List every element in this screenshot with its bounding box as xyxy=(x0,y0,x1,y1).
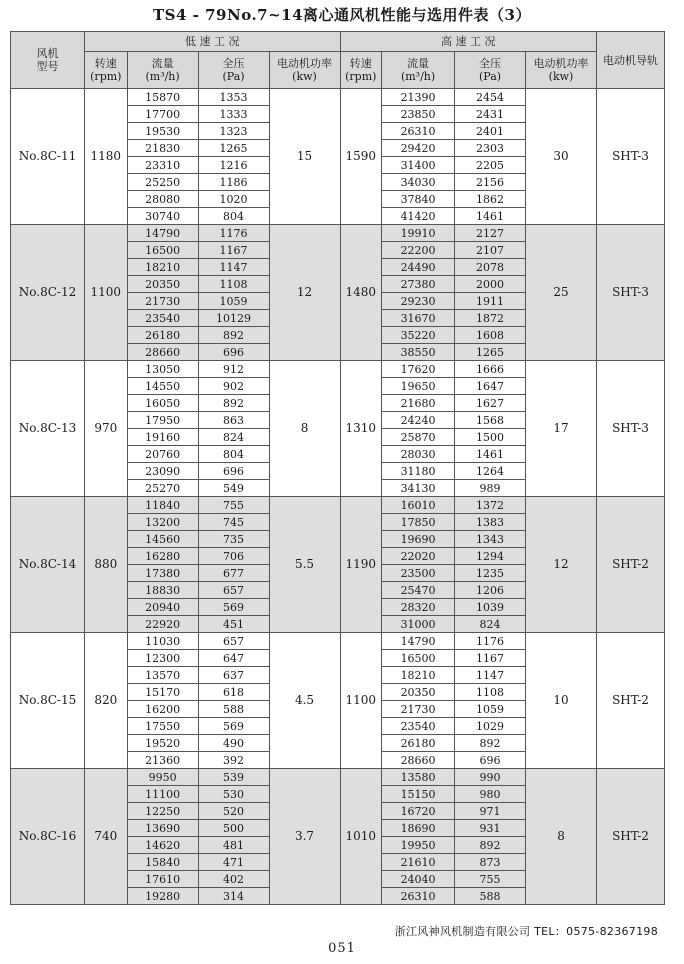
company-footer: 浙江风神风机制造有限公司 TEL：0575-82367198 xyxy=(394,925,658,938)
high-flow-cell: 20350 xyxy=(382,684,455,701)
high-pressure-cell: 2303 xyxy=(455,140,526,157)
low-pressure-cell: 1167 xyxy=(198,242,269,259)
high-flow-cell: 34030 xyxy=(382,174,455,191)
high-pressure-cell: 1862 xyxy=(455,191,526,208)
high-motor-power: 30 xyxy=(526,89,597,225)
low-pressure-cell: 745 xyxy=(198,514,269,531)
low-pressure-cell: 1186 xyxy=(198,174,269,191)
high-pressure-cell: 2127 xyxy=(455,225,526,242)
high-flow-cell: 27380 xyxy=(382,276,455,293)
low-flow-cell: 26180 xyxy=(127,327,198,344)
motor-rail: SHT-2 xyxy=(597,497,665,633)
low-flow-cell: 17700 xyxy=(127,106,198,123)
low-speed-rpm: 1180 xyxy=(85,89,128,225)
low-pressure-cell: 677 xyxy=(198,565,269,582)
high-flow-cell: 26310 xyxy=(382,123,455,140)
low-pressure-cell: 1323 xyxy=(198,123,269,140)
high-pressure-cell: 2156 xyxy=(455,174,526,191)
low-motor-power: 12 xyxy=(269,225,340,361)
fan-model: No.8C-15 xyxy=(11,633,85,769)
high-pressure-cell: 1872 xyxy=(455,310,526,327)
high-pressure-cell: 1608 xyxy=(455,327,526,344)
low-pressure-cell: 490 xyxy=(198,735,269,752)
high-flow-cell: 25870 xyxy=(382,429,455,446)
table-row xyxy=(11,361,665,378)
fan-model: No.8C-16 xyxy=(11,769,85,905)
low-flow-cell: 22920 xyxy=(127,616,198,633)
low-flow-cell: 14620 xyxy=(127,837,198,854)
high-pressure-cell: 2205 xyxy=(455,157,526,174)
low-flow-cell: 23090 xyxy=(127,463,198,480)
high-flow-cell: 41420 xyxy=(382,208,455,225)
low-motor-power: 15 xyxy=(269,89,340,225)
low-flow-cell: 25270 xyxy=(127,480,198,497)
low-flow-cell: 11840 xyxy=(127,497,198,514)
low-pressure-cell: 912 xyxy=(198,361,269,378)
high-pressure-cell: 1108 xyxy=(455,684,526,701)
header-high-speed-group: 高 速 工 况 xyxy=(340,32,597,52)
high-flow-cell: 15150 xyxy=(382,786,455,803)
high-pressure-cell: 1666 xyxy=(455,361,526,378)
high-speed-rpm: 1310 xyxy=(340,361,382,497)
header-low-flow: 流量 (m³/h) xyxy=(127,52,198,89)
high-pressure-cell: 1461 xyxy=(455,208,526,225)
high-speed-rpm: 1480 xyxy=(340,225,382,361)
low-flow-cell: 23540 xyxy=(127,310,198,327)
low-pressure-cell: 1020 xyxy=(198,191,269,208)
high-flow-cell: 28030 xyxy=(382,446,455,463)
low-pressure-cell: 500 xyxy=(198,820,269,837)
low-pressure-cell: 569 xyxy=(198,599,269,616)
low-speed-rpm: 740 xyxy=(85,769,128,905)
low-pressure-cell: 1176 xyxy=(198,225,269,242)
high-pressure-cell: 1176 xyxy=(455,633,526,650)
low-pressure-cell: 657 xyxy=(198,582,269,599)
low-pressure-cell: 392 xyxy=(198,752,269,769)
low-pressure-cell: 1353 xyxy=(198,89,269,106)
high-pressure-cell: 1461 xyxy=(455,446,526,463)
header-model: 风机 型号 xyxy=(11,32,85,89)
low-pressure-cell: 520 xyxy=(198,803,269,820)
low-pressure-cell: 804 xyxy=(198,208,269,225)
high-flow-cell: 21680 xyxy=(382,395,455,412)
high-flow-cell: 13580 xyxy=(382,769,455,786)
low-pressure-cell: 824 xyxy=(198,429,269,446)
header-low-speed-group: 低 速 工 况 xyxy=(85,32,340,52)
low-pressure-cell: 530 xyxy=(198,786,269,803)
page-number: 051 xyxy=(328,941,356,956)
high-flow-cell: 34130 xyxy=(382,480,455,497)
low-pressure-cell: 402 xyxy=(198,871,269,888)
high-pressure-cell: 588 xyxy=(455,888,526,905)
high-flow-cell: 21610 xyxy=(382,854,455,871)
high-flow-cell: 38550 xyxy=(382,344,455,361)
high-pressure-cell: 1911 xyxy=(455,293,526,310)
low-flow-cell: 13200 xyxy=(127,514,198,531)
high-flow-cell: 28660 xyxy=(382,752,455,769)
high-motor-power: 8 xyxy=(526,769,597,905)
low-pressure-cell: 549 xyxy=(198,480,269,497)
high-flow-cell: 29230 xyxy=(382,293,455,310)
low-pressure-cell: 804 xyxy=(198,446,269,463)
high-flow-cell: 19650 xyxy=(382,378,455,395)
high-speed-rpm: 1010 xyxy=(340,769,382,905)
low-flow-cell: 17550 xyxy=(127,718,198,735)
high-pressure-cell: 980 xyxy=(455,786,526,803)
table-row xyxy=(11,497,665,514)
high-flow-cell: 31400 xyxy=(382,157,455,174)
low-flow-cell: 25250 xyxy=(127,174,198,191)
low-pressure-cell: 1265 xyxy=(198,140,269,157)
low-flow-cell: 19530 xyxy=(127,123,198,140)
high-pressure-cell: 2454 xyxy=(455,89,526,106)
low-flow-cell: 11100 xyxy=(127,786,198,803)
high-flow-cell: 31000 xyxy=(382,616,455,633)
motor-rail: SHT-2 xyxy=(597,633,665,769)
high-pressure-cell: 1568 xyxy=(455,412,526,429)
low-flow-cell: 28080 xyxy=(127,191,198,208)
high-pressure-cell: 1029 xyxy=(455,718,526,735)
low-flow-cell: 12300 xyxy=(127,650,198,667)
high-motor-power: 10 xyxy=(526,633,597,769)
low-pressure-cell: 902 xyxy=(198,378,269,395)
low-flow-cell: 12250 xyxy=(127,803,198,820)
header-high-speed: 转速 (rpm) xyxy=(340,52,382,89)
low-pressure-cell: 481 xyxy=(198,837,269,854)
motor-rail: SHT-3 xyxy=(597,225,665,361)
high-flow-cell: 19910 xyxy=(382,225,455,242)
low-pressure-cell: 696 xyxy=(198,463,269,480)
low-flow-cell: 18830 xyxy=(127,582,198,599)
low-flow-cell: 19280 xyxy=(127,888,198,905)
low-motor-power: 8 xyxy=(269,361,340,497)
low-flow-cell: 17610 xyxy=(127,871,198,888)
high-flow-cell: 21390 xyxy=(382,89,455,106)
low-flow-cell: 30740 xyxy=(127,208,198,225)
high-pressure-cell: 931 xyxy=(455,820,526,837)
low-pressure-cell: 863 xyxy=(198,412,269,429)
motor-rail: SHT-2 xyxy=(597,769,665,905)
low-speed-rpm: 1100 xyxy=(85,225,128,361)
high-pressure-cell: 892 xyxy=(455,735,526,752)
low-pressure-cell: 314 xyxy=(198,888,269,905)
fan-model: No.8C-11 xyxy=(11,89,85,225)
high-flow-cell: 35220 xyxy=(382,327,455,344)
low-flow-cell: 23310 xyxy=(127,157,198,174)
high-motor-power: 25 xyxy=(526,225,597,361)
low-pressure-cell: 637 xyxy=(198,667,269,684)
fan-model: No.8C-13 xyxy=(11,361,85,497)
high-pressure-cell: 2401 xyxy=(455,123,526,140)
low-flow-cell: 14790 xyxy=(127,225,198,242)
low-flow-cell: 17950 xyxy=(127,412,198,429)
high-pressure-cell: 989 xyxy=(455,480,526,497)
low-pressure-cell: 892 xyxy=(198,327,269,344)
low-pressure-cell: 1147 xyxy=(198,259,269,276)
table-row xyxy=(11,89,665,106)
high-pressure-cell: 873 xyxy=(455,854,526,871)
low-flow-cell: 14550 xyxy=(127,378,198,395)
low-motor-power: 4.5 xyxy=(269,633,340,769)
low-pressure-cell: 471 xyxy=(198,854,269,871)
high-speed-rpm: 1190 xyxy=(340,497,382,633)
motor-rail: SHT-3 xyxy=(597,89,665,225)
low-flow-cell: 16050 xyxy=(127,395,198,412)
table-body xyxy=(11,89,665,905)
low-pressure-cell: 618 xyxy=(198,684,269,701)
high-pressure-cell: 755 xyxy=(455,871,526,888)
high-pressure-cell: 1372 xyxy=(455,497,526,514)
low-flow-cell: 20940 xyxy=(127,599,198,616)
low-pressure-cell: 451 xyxy=(198,616,269,633)
low-flow-cell: 16200 xyxy=(127,701,198,718)
low-pressure-cell: 1216 xyxy=(198,157,269,174)
low-flow-cell: 21830 xyxy=(127,140,198,157)
low-flow-cell: 20350 xyxy=(127,276,198,293)
page-title: TS4 - 79No.7~14离心通风机性能与选用件表（3） xyxy=(153,6,531,24)
motor-rail: SHT-3 xyxy=(597,361,665,497)
high-flow-cell: 23540 xyxy=(382,718,455,735)
high-flow-cell: 29420 xyxy=(382,140,455,157)
low-flow-cell: 21730 xyxy=(127,293,198,310)
high-pressure-cell: 1147 xyxy=(455,667,526,684)
low-speed-rpm: 970 xyxy=(85,361,128,497)
low-pressure-cell: 647 xyxy=(198,650,269,667)
high-flow-cell: 28320 xyxy=(382,599,455,616)
low-pressure-cell: 657 xyxy=(198,633,269,650)
high-pressure-cell: 1294 xyxy=(455,548,526,565)
high-pressure-cell: 1265 xyxy=(455,344,526,361)
high-flow-cell: 31180 xyxy=(382,463,455,480)
high-flow-cell: 19950 xyxy=(382,837,455,854)
low-motor-power: 5.5 xyxy=(269,497,340,633)
low-flow-cell: 20760 xyxy=(127,446,198,463)
low-flow-cell: 11030 xyxy=(127,633,198,650)
low-flow-cell: 15870 xyxy=(127,89,198,106)
header-low-pressure: 全压 (Pa) xyxy=(198,52,269,89)
low-flow-cell: 16280 xyxy=(127,548,198,565)
low-flow-cell: 15840 xyxy=(127,854,198,871)
low-pressure-cell: 569 xyxy=(198,718,269,735)
high-pressure-cell: 971 xyxy=(455,803,526,820)
high-pressure-cell: 696 xyxy=(455,752,526,769)
high-pressure-cell: 1167 xyxy=(455,650,526,667)
low-pressure-cell: 1333 xyxy=(198,106,269,123)
high-pressure-cell: 1500 xyxy=(455,429,526,446)
low-flow-cell: 17380 xyxy=(127,565,198,582)
low-motor-power: 3.7 xyxy=(269,769,340,905)
high-pressure-cell: 1264 xyxy=(455,463,526,480)
high-flow-cell: 19690 xyxy=(382,531,455,548)
high-pressure-cell: 1343 xyxy=(455,531,526,548)
high-flow-cell: 24490 xyxy=(382,259,455,276)
high-flow-cell: 14790 xyxy=(382,633,455,650)
low-flow-cell: 9950 xyxy=(127,769,198,786)
high-flow-cell: 26310 xyxy=(382,888,455,905)
low-speed-rpm: 820 xyxy=(85,633,128,769)
high-flow-cell: 24040 xyxy=(382,871,455,888)
high-flow-cell: 31670 xyxy=(382,310,455,327)
high-speed-rpm: 1100 xyxy=(340,633,382,769)
high-flow-cell: 16720 xyxy=(382,803,455,820)
high-speed-rpm: 1590 xyxy=(340,89,382,225)
table-row xyxy=(11,769,665,786)
high-flow-cell: 18210 xyxy=(382,667,455,684)
high-pressure-cell: 892 xyxy=(455,837,526,854)
high-pressure-cell: 1627 xyxy=(455,395,526,412)
high-flow-cell: 18690 xyxy=(382,820,455,837)
low-flow-cell: 13570 xyxy=(127,667,198,684)
high-flow-cell: 22200 xyxy=(382,242,455,259)
low-flow-cell: 13690 xyxy=(127,820,198,837)
low-flow-cell: 15170 xyxy=(127,684,198,701)
low-pressure-cell: 696 xyxy=(198,344,269,361)
high-flow-cell: 21730 xyxy=(382,701,455,718)
low-flow-cell: 19160 xyxy=(127,429,198,446)
low-flow-cell: 18210 xyxy=(127,259,198,276)
low-pressure-cell: 706 xyxy=(198,548,269,565)
high-flow-cell: 16010 xyxy=(382,497,455,514)
low-pressure-cell: 735 xyxy=(198,531,269,548)
header-high-flow: 流量 (m³/h) xyxy=(382,52,455,89)
high-pressure-cell: 1059 xyxy=(455,701,526,718)
high-motor-power: 12 xyxy=(526,497,597,633)
low-flow-cell: 28660 xyxy=(127,344,198,361)
fan-model: No.8C-12 xyxy=(11,225,85,361)
low-flow-cell: 16500 xyxy=(127,242,198,259)
low-pressure-cell: 10129 xyxy=(198,310,269,327)
high-flow-cell: 37840 xyxy=(382,191,455,208)
high-pressure-cell: 1039 xyxy=(455,599,526,616)
high-flow-cell: 24240 xyxy=(382,412,455,429)
high-pressure-cell: 1383 xyxy=(455,514,526,531)
high-flow-cell: 16500 xyxy=(382,650,455,667)
high-flow-cell: 23850 xyxy=(382,106,455,123)
low-pressure-cell: 1108 xyxy=(198,276,269,293)
low-pressure-cell: 539 xyxy=(198,769,269,786)
high-flow-cell: 22020 xyxy=(382,548,455,565)
low-speed-rpm: 880 xyxy=(85,497,128,633)
high-flow-cell: 25470 xyxy=(382,582,455,599)
high-pressure-cell: 2000 xyxy=(455,276,526,293)
table-row xyxy=(11,633,665,650)
low-flow-cell: 21360 xyxy=(127,752,198,769)
low-flow-cell: 19520 xyxy=(127,735,198,752)
high-flow-cell: 26180 xyxy=(382,735,455,752)
fan-performance-table xyxy=(10,31,665,905)
high-pressure-cell: 990 xyxy=(455,769,526,786)
high-pressure-cell: 1206 xyxy=(455,582,526,599)
high-flow-cell: 17620 xyxy=(382,361,455,378)
high-pressure-cell: 2107 xyxy=(455,242,526,259)
low-pressure-cell: 1059 xyxy=(198,293,269,310)
header-motor-rail: 电动机导轨 xyxy=(597,32,665,89)
header-low-power: 电动机功率 (kw) xyxy=(269,52,340,89)
high-pressure-cell: 1647 xyxy=(455,378,526,395)
header-high-pressure: 全压 (Pa) xyxy=(455,52,526,89)
low-pressure-cell: 588 xyxy=(198,701,269,718)
high-pressure-cell: 824 xyxy=(455,616,526,633)
low-pressure-cell: 755 xyxy=(198,497,269,514)
high-flow-cell: 23500 xyxy=(382,565,455,582)
fan-model: No.8C-14 xyxy=(11,497,85,633)
low-pressure-cell: 892 xyxy=(198,395,269,412)
high-motor-power: 17 xyxy=(526,361,597,497)
high-pressure-cell: 2078 xyxy=(455,259,526,276)
low-flow-cell: 13050 xyxy=(127,361,198,378)
header-high-power: 电动机功率 (kw) xyxy=(526,52,597,89)
low-flow-cell: 14560 xyxy=(127,531,198,548)
high-flow-cell: 17850 xyxy=(382,514,455,531)
high-pressure-cell: 1235 xyxy=(455,565,526,582)
header-low-speed: 转速 (rpm) xyxy=(85,52,128,89)
high-pressure-cell: 2431 xyxy=(455,106,526,123)
table-row xyxy=(11,225,665,242)
